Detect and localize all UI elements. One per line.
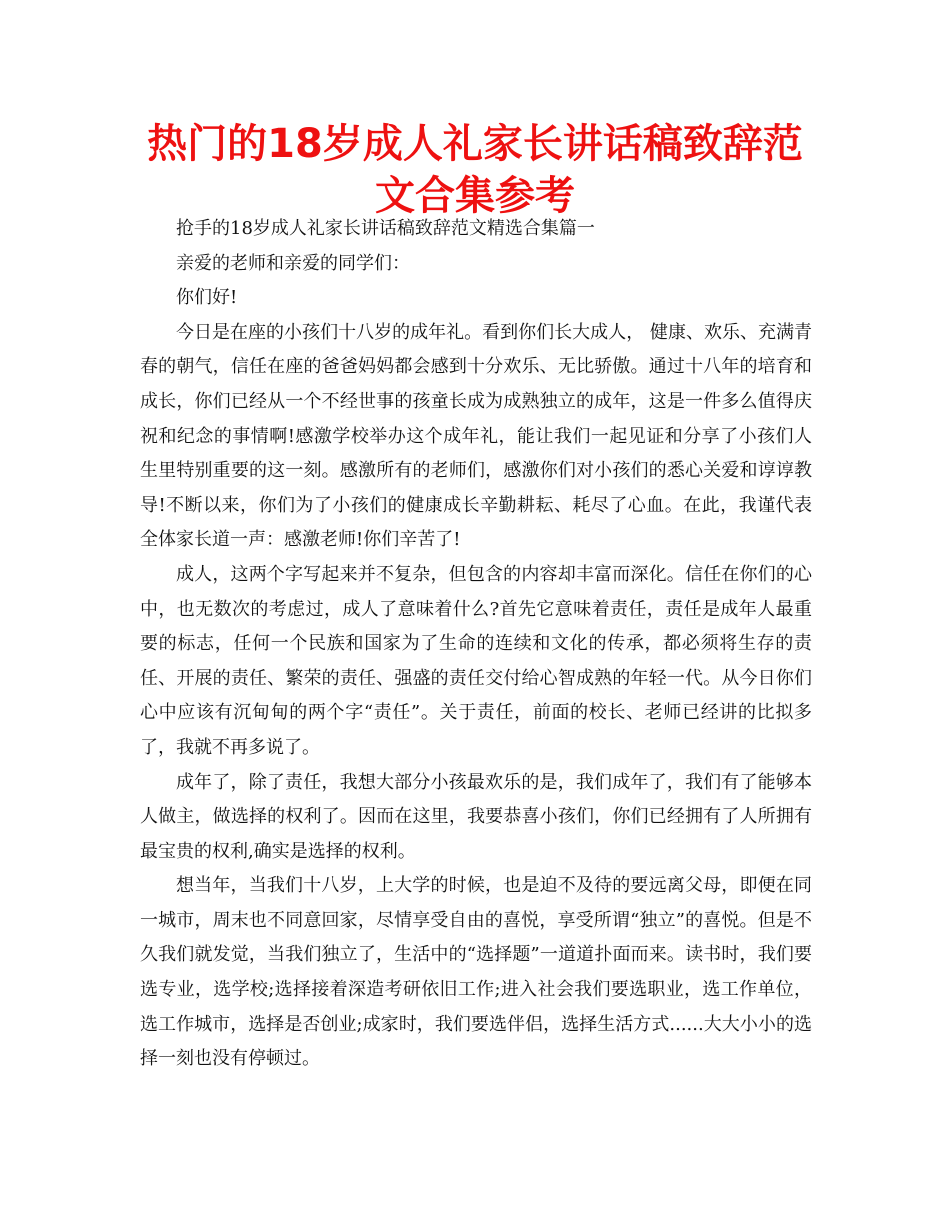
document-body (140, 212, 812, 1077)
paragraph-subtitle: 抢手的18岁成人礼家长讲话稿致辞范文精选合集篇一 (176, 218, 595, 239)
paragraph-greeting: 你们好! (176, 287, 238, 309)
paragraph: 今日是在座的小孩们十八岁的成年礼。看到你们长大成人， 健康、欢乐、充满青春的朝气，信任在座的爸爸妈妈都会感到十分欢乐、无比骄傲。通过十八年的培育和成长，你们已经从一个不经世事的孩童长成为成熟独立的成年，这是一件多么值得庆祝和纪念的事情啊!感激学校举办这个成年礼，能让我们一起见证和分享了小孩们人生里特别重要的这一刻。感激所有的老师们，感激你们对小孩们的悉心关爱和谆谆教导!不断以来，你们为了小孩们的健康成长辛勤耕耘、耗尽了心血。在此，我谨代表全体家长道一声：感激老师!你们辛苦了! (140, 321, 812, 551)
paragraph: 成人，这两个字写起来并不复杂，但包含的内容却丰富而深化。信任在你们的心中，也无数次的考虑过，成人了意味着什么?首先它意味着责任，责任是成年人最重要的标志，任何一个民族和国家为了生命的连续和文化的传承，都必须将生存的责任、开展的责任、繁荣的责任、强盛的责任交付给心智成熟的年轻一代。从今日你们心中应该有沉甸甸的两个字“责任”。关于责任，前面的校长、老师已经讲的比拟多了，我就不再多说了。 (140, 563, 812, 758)
paragraph-salutation: 亲爱的老师和亲爱的同学们： (176, 252, 410, 274)
paragraph: 想当年，当我们十八岁，上大学的时候，也是迫不及待的要远离父母，即便在同一城市，周末也不同意回家，尽情享受自由的喜悦，享受所谓“独立”的喜悦。但是不久我们就发觉，当我们独立了，生活中的“选择题”一道道扑面而来。读书时，我们要选专业，选学校;选择接着深造考研依旧工作;进入社会我们要选职业，选工作单位，选工作城市，选择是否创业;成家时，我们要选伴侣，选择生活方式......大大小小的选择一刻也没有停顿过。 (140, 875, 812, 1070)
document-title: 热门的18岁成人礼家长讲话稿致辞范文合集参考 (147, 121, 803, 219)
paragraph: 成年了，除了责任，我想大部分小孩最欢乐的是，我们成年了，我们有了能够本人做主，做选择的权利了。因而在这里，我要恭喜小孩们，你们已经拥有了人所拥有最宝贵的权利,确实是选择的权利。 (140, 771, 812, 862)
